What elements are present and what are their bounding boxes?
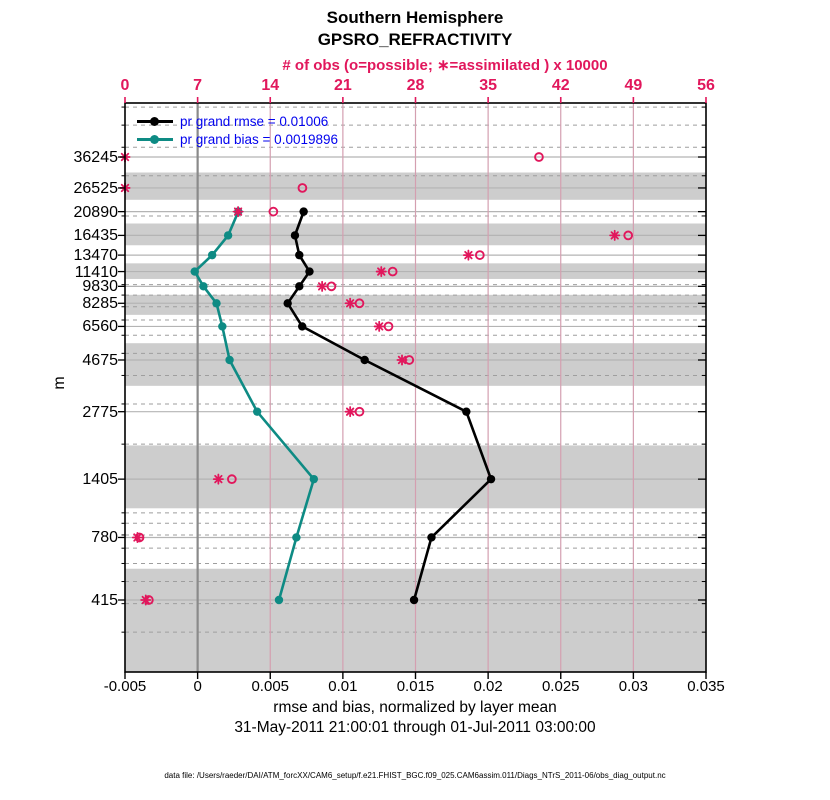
- bias-point: [199, 282, 207, 290]
- top-tick-label: 28: [406, 77, 425, 94]
- bias-point: [292, 533, 300, 541]
- plot-title: Southern Hemisphere: [326, 8, 504, 27]
- assimilated-obs-marker: [375, 322, 384, 331]
- legend-label-bias: pr grand bias = 0.0019896: [180, 132, 338, 148]
- rmse-point: [462, 407, 470, 415]
- top-tick-label: 49: [624, 77, 643, 94]
- bottom-tick-label: 0.03: [618, 678, 648, 695]
- top-tick-label: 21: [333, 77, 352, 94]
- legend-line-bias-icon: [137, 138, 173, 141]
- assimilated-obs-marker: [214, 475, 223, 484]
- y-tick-label: 415: [91, 592, 118, 609]
- rmse-point: [410, 596, 418, 604]
- y-tick-label: 26525: [73, 179, 118, 197]
- bottom-tick-label: 0.02: [473, 678, 503, 695]
- rmse-point: [295, 251, 303, 259]
- bias-point: [275, 596, 283, 604]
- y-tick-label: 4675: [82, 351, 118, 369]
- y-tick-label: 6560: [82, 318, 118, 336]
- data-file-path: data file: /Users/raeder/DAI/ATM_forcXX/CAM6_setup/f.e21.FHIST_BGC.f09_025.CAM6assim.011/Diags_NTrS_2011-06/obs_diag_output.nc: [164, 771, 666, 780]
- legend-item-bias: [137, 131, 338, 150]
- y-tick-label: 11410: [74, 263, 118, 281]
- bias-point: [191, 267, 199, 275]
- top-tick-label: 35: [479, 77, 498, 94]
- rmse-point: [295, 282, 303, 290]
- bias-point: [225, 356, 233, 364]
- assimilated-obs-marker: [464, 251, 473, 260]
- rmse-point: [305, 267, 313, 275]
- y-tick-label: 8285: [82, 295, 118, 313]
- y-tick-label: 20890: [73, 203, 118, 221]
- y-tick-label: 780: [91, 529, 118, 547]
- bottom-tick-label: 0.01: [328, 678, 358, 695]
- bias-point: [212, 299, 220, 307]
- y-tick-label: 13470: [73, 247, 118, 265]
- bottom-tick-label: 0.015: [396, 678, 435, 695]
- top-tick-label: 0: [120, 77, 130, 94]
- rmse-point: [291, 231, 299, 239]
- bottom-axis-label: rmse and bias, normalized by layer mean: [273, 699, 557, 716]
- legend-line-rmse-icon: [137, 120, 173, 123]
- top-tick-label: 14: [261, 77, 280, 94]
- assimilated-obs-marker: [318, 282, 327, 291]
- y-tick-label: 16435: [73, 227, 118, 245]
- bottom-tick-label: 0.025: [541, 678, 580, 695]
- y-tick-label: 36245: [73, 149, 118, 167]
- rmse-point: [487, 475, 495, 483]
- bottom-tick-label: 0.035: [687, 678, 725, 695]
- bias-point: [310, 475, 318, 483]
- top-tick-label: 42: [551, 77, 570, 94]
- legend-item-rmse: [137, 112, 338, 131]
- date-range-label: 31-May-2011 21:00:01 through 01-Jul-2011 03:00:00: [234, 719, 596, 736]
- plot-subtitle: GPSRO_REFRACTIVITY: [317, 30, 513, 49]
- legend-label-rmse: pr grand rmse = 0.01006: [180, 113, 329, 129]
- top-tick-label: 56: [697, 77, 715, 94]
- top-axis-label: # of obs (o=possible; ∗=assimilated ) x 10000: [282, 57, 608, 74]
- rmse-point: [283, 299, 291, 307]
- y-axis-label: m: [51, 376, 68, 390]
- y-tick-label: 2775: [82, 403, 118, 421]
- assimilated-obs-marker: [346, 407, 355, 416]
- y-tick-label: 1405: [82, 471, 118, 489]
- top-tick-label: 7: [193, 77, 203, 94]
- assimilated-obs-marker: [133, 533, 142, 542]
- bottom-tick-label: -0.005: [103, 678, 147, 695]
- legend: [137, 112, 338, 149]
- bias-point: [253, 407, 261, 415]
- bottom-tick-label: 0: [193, 678, 202, 695]
- assimilated-obs-marker: [397, 355, 406, 364]
- rmse-point: [298, 322, 306, 330]
- y-tick-label: 9830: [82, 278, 118, 296]
- assimilated-obs-marker: [346, 299, 355, 308]
- assimilated-obs-marker: [377, 267, 386, 276]
- bottom-tick-label: 0.005: [251, 678, 290, 695]
- assimilated-obs-marker: [141, 595, 150, 604]
- bias-point: [224, 231, 232, 239]
- bias-point: [218, 322, 226, 330]
- rmse-point: [427, 533, 435, 541]
- assimilated-obs-marker: [233, 207, 242, 216]
- assimilated-obs-marker: [610, 231, 619, 240]
- rmse-point: [360, 356, 368, 364]
- rmse-point: [299, 207, 307, 215]
- bias-point: [208, 251, 216, 259]
